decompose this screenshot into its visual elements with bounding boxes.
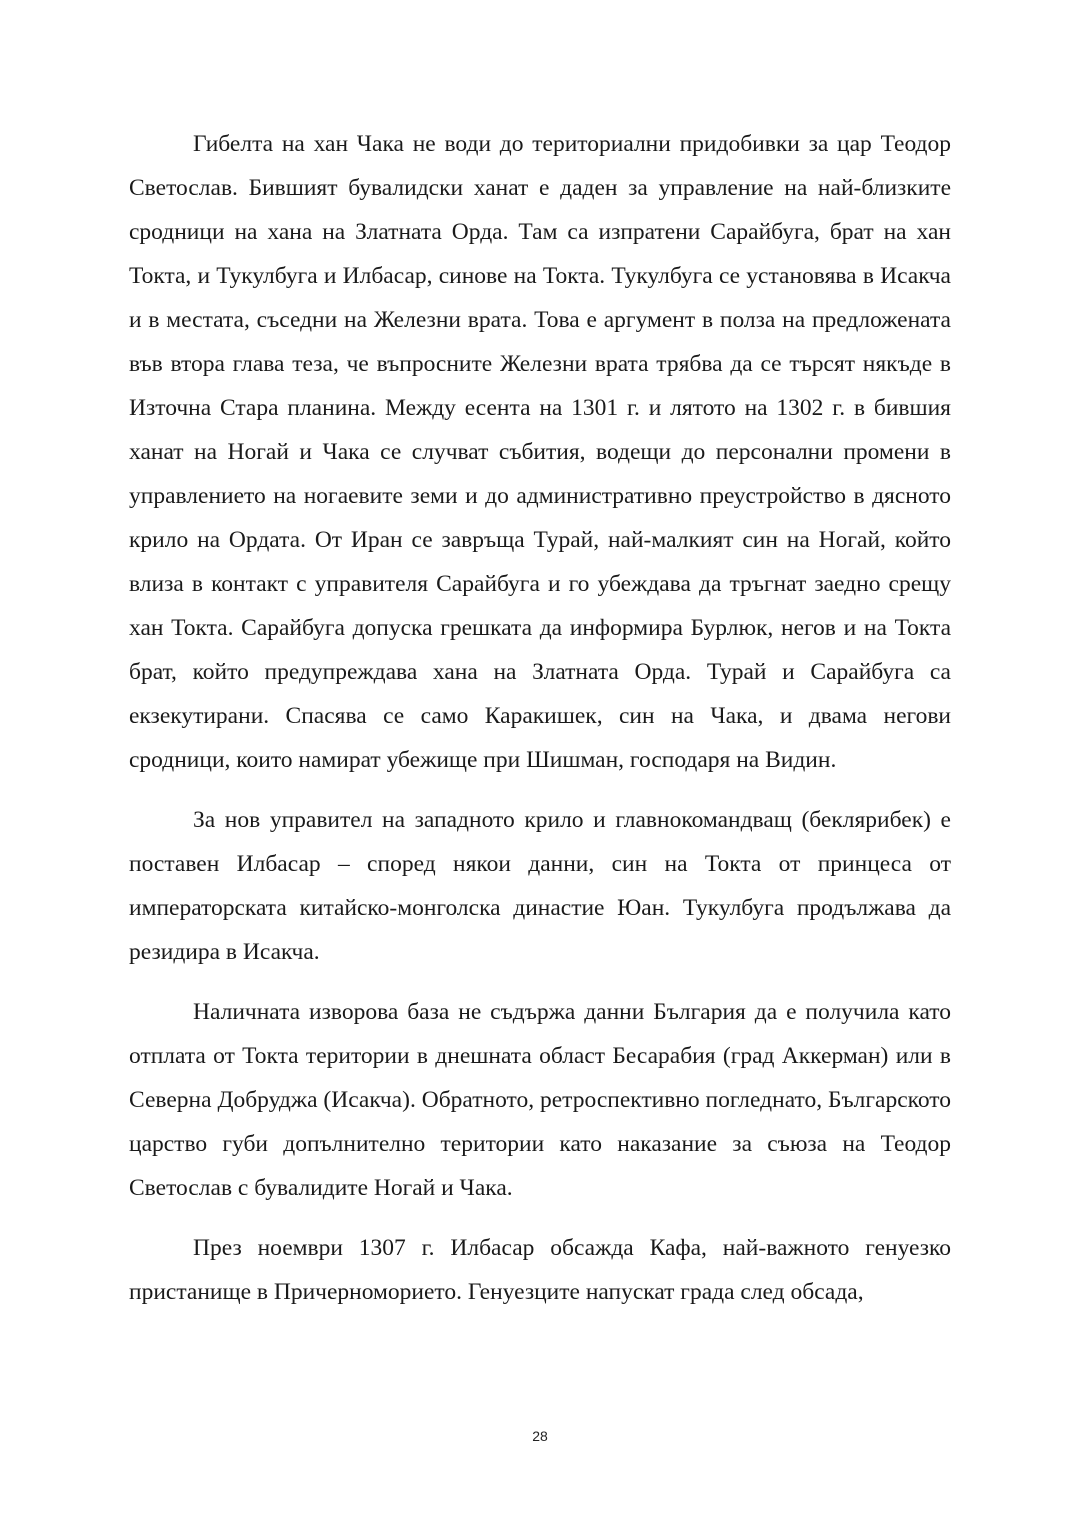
paragraph-4: През ноември 1307 г. Илбасар обсажда Кафа, най-важното генуезко пристанище в Причерноморието. Генуезците напускат града след обсада,: [129, 1235, 951, 1305]
paragraph-1: Гибелта на хан Чака не води до териториални придобивки за цар Теодор Светослав. Бившият бувалидски ханат е даден за управление на най-близките сродници на хана на Златната Орда. Там са изпратени Сарайбуга, брат на хан Токта, и Тукулбуга и Илбасар, синове на Токта. Тукулбуга се установява в Исакча и в местата, съседни на Железни врата. Това е аргумент в полза на предложената във втора глава теза, че въпросните Железни врата трябва да се търсят някъде в Източна Стара планина. Между есента на 1301 г. и лятото на 1302 г. в бившия ханат на Ногай и Чака се случват събития, водещи до персонални промени в управлението на ногаевите земи и до административно преустройство в дясното крило на Ордата. От Иран се завръща Турай, най-малкият син на Ногай, който влиза в контакт с управителя Сарайбуга и го убеждава да тръгнат заедно срещу хан Токта. Сарайбуга допуска грешката да информира Бурлюк, негов и на Токта брат, който предупреждава хана на Златната Орда. Турай и Сарайбуга са екзекутирани. Спасява се само Каракишек, син на Чака, и двама негови сродници, които намират убежище при Шишман, господаря на Видин.: [129, 131, 951, 773]
page-body: [129, 122, 951, 1330]
page-number: 28: [532, 1428, 548, 1444]
paragraph-2: За нов управител на западното крило и главнокомандващ (беклярибек) е поставен Илбасар – според някои данни, син на Токта от принцеса от императорската китайско-монголска династие Юан. Тукулбуга продължава да резидира в Исакча.: [129, 807, 951, 965]
paragraph-3: Наличната изворова база не съдържа данни България да е получила като отплата от Токта територии в днешната област Бесарабия (град Аккерман) или в Северна Добруджа (Исакча). Обратното, ретроспективно погледнато, Българското царство губи допълнително територии като наказание за съюза на Теодор Светослав с бувалидите Ногай и Чака.: [129, 999, 951, 1201]
